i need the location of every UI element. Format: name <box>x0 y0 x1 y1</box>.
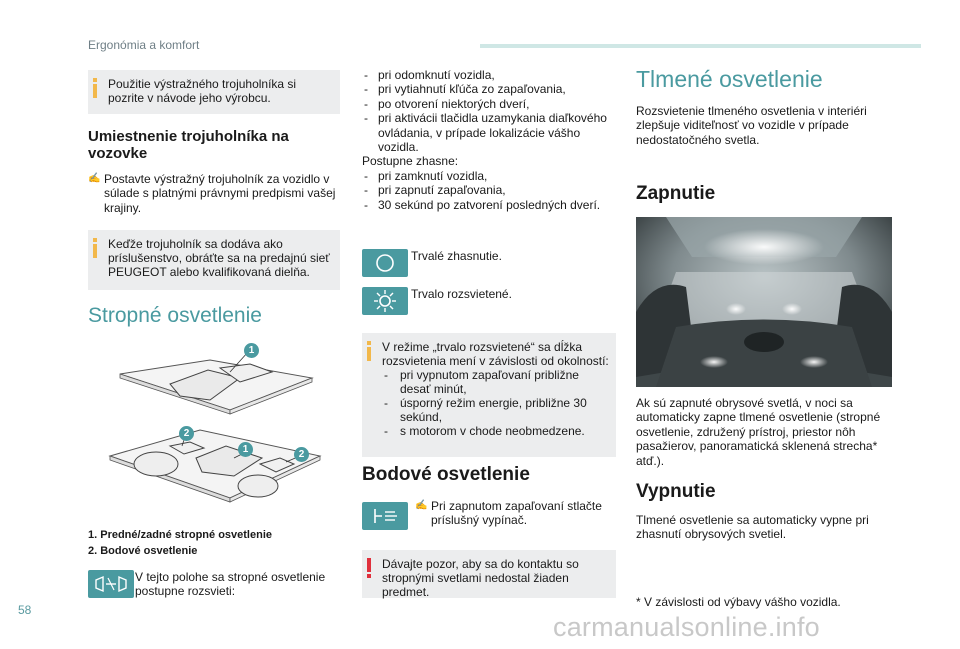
warning-text: Dávajte pozor, aby sa do kontaktu so stropnými svetlami nedostal žiaden predmet. <box>382 557 579 599</box>
sun-on-icon <box>373 289 397 313</box>
list-item: - pri aktivácii tlačidla uzamykania diaľkového ovládania, v prípade lokalizácie vášho vozidla. <box>362 111 616 154</box>
header-bar <box>480 44 921 48</box>
off-mode-text: Trvalé zhasnutie. <box>411 249 502 263</box>
watermark: carmanualsonline.info <box>553 612 820 642</box>
callout-2-left: 2 <box>179 426 194 441</box>
info-box-duration <box>362 333 616 457</box>
car-interior-photo <box>636 217 892 387</box>
fade-out-label: Postupne zhasne: <box>362 154 459 169</box>
list-item: - pri odomknutí vozidla, <box>362 68 616 82</box>
info-text: Použitie výstražného trojuholníka si pozrite v návode jeho výrobcu. <box>108 77 297 105</box>
warning-box <box>362 550 616 598</box>
callout-1-bottom: 1 <box>238 442 253 457</box>
info-text: Keďže trojuholník sa dodáva ako príslušenstvo, obráťte sa na predajnú sieť PEUGEOT alebo kvalifikovaná dielňa. <box>108 237 330 279</box>
bullet-icon: ✍ <box>415 500 428 511</box>
spot-light-icon-box <box>362 502 408 530</box>
info-box-accessory <box>88 230 340 290</box>
switch-off-text: Tlmené osvetlenie sa automaticky vypne pri zhasnutí obrysových svetiel. <box>636 513 869 542</box>
circle-off-icon <box>374 252 396 274</box>
footnote: * V závislosti od výbavy vášho vozidla. <box>636 595 841 609</box>
info-content <box>382 340 610 438</box>
list-item: - s motorom v chode neobmedzene. <box>382 424 610 438</box>
section-title-ceiling: Stropné osvetlenie <box>88 304 262 327</box>
section-title-ambient: Tlmené osvetlenie <box>636 66 823 92</box>
on-mode-text: Trvalo rozsvietené. <box>411 287 512 301</box>
spot-light-icon <box>370 506 400 526</box>
list-item: - pri zapnutí zapaľovania, <box>362 183 616 197</box>
switch-on-list <box>362 68 616 212</box>
door-light-icon <box>93 574 129 594</box>
bullet-icon: ✍ <box>88 173 101 184</box>
bullet-text: Pri zapnutom zapaľovaní stlačte príslušný vypínač. <box>431 499 602 528</box>
ceiling-light-illustration <box>100 338 332 520</box>
placement-title: Umiestnenie trojuholníka na vozovke <box>88 128 289 162</box>
list-item: - pri zamknutí vozidla, <box>362 169 616 183</box>
info-icon <box>93 238 97 258</box>
off-mode-icon <box>362 249 408 277</box>
ambient-intro: Rozsvietenie tlmeného osvetlenia v interiéri zlepšuje viditeľnosť vo vozidle v prípade nedostatočného svetla. <box>636 104 867 147</box>
callout-1-top: 1 <box>244 343 259 358</box>
switch-on-text: Ak sú zapnuté obrysové svetlá, v noci sa automaticky zapne tlmené osvetlenie (stropné osvetlenie, združený prístroj, priestor nôh pasažierov, panoramatická sklenená strecha* atď.). <box>636 396 881 468</box>
list-item: - po otvorení niektorých dverí, <box>362 97 616 111</box>
info-icon <box>93 78 97 98</box>
list-item: - 30 sekúnd po zatvorení posledných dverí. <box>362 198 616 212</box>
bullet-text: Postavte výstražný trojuholník za vozidlo v súlade s platnými právnymi predpismi vašej krajiny. <box>104 172 336 215</box>
list-item: - pri vypnutom zapaľovaní približne desať minút, <box>382 368 610 396</box>
info-box-manufacturer <box>88 70 340 114</box>
warning-icon <box>367 558 371 578</box>
list-item: - pri vytiahnutí kľúča zo zapaľovania, <box>362 82 616 96</box>
on-mode-icon <box>362 287 408 315</box>
spot-light-title: Bodové osvetlenie <box>362 464 530 485</box>
legend-item: 1. Predné/zadné stropné osvetlenie <box>88 529 273 541</box>
chapter-title: Ergonómia a komfort <box>88 38 200 52</box>
door-mode-text: V tejto polohe sa stropné osvetlenie postupne rozsvieti: <box>135 570 326 599</box>
info-intro: V režime „trvalo rozsvietené“ sa dĺžka rozsvietenia mení v závislosti od okolností: <box>382 340 609 368</box>
legend-list <box>88 527 340 559</box>
switch-off-title: Vypnutie <box>636 481 716 502</box>
door-mode-icon <box>88 570 134 598</box>
page-number: 58 <box>18 603 32 617</box>
legend-item: 2. Bodové osvetlenie <box>88 545 198 557</box>
switch-on-title: Zapnutie <box>636 183 716 204</box>
info-icon <box>367 341 371 361</box>
list-item: - úsporný režim energie, približne 30 sekúnd, <box>382 396 610 424</box>
callout-2-right: 2 <box>294 447 309 462</box>
